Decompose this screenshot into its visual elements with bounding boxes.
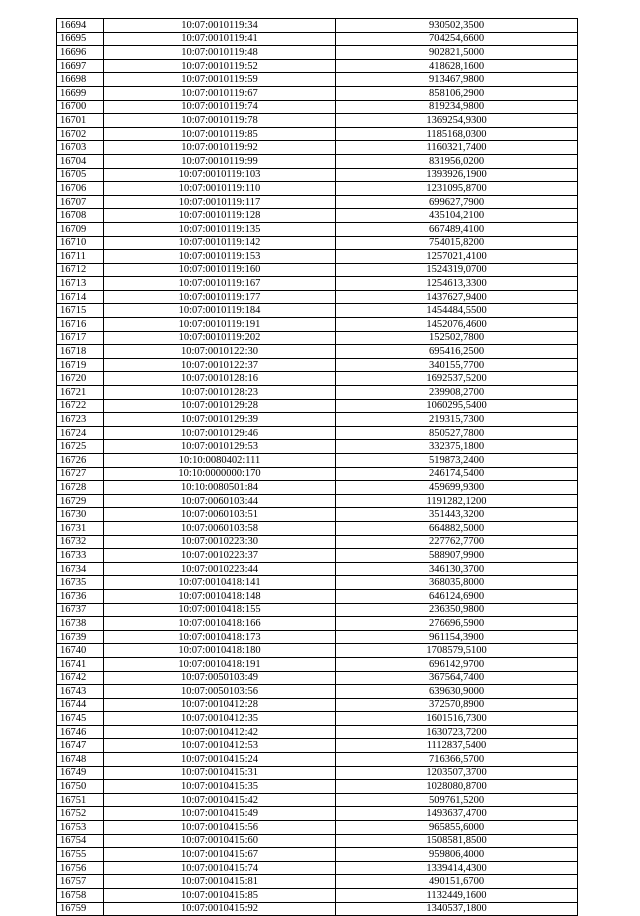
value-cell: 1231095,8700 xyxy=(336,182,578,196)
identifier-cell: 10:07:0060103:44 xyxy=(104,494,336,508)
identifier-cell: 10:07:0050103:56 xyxy=(104,685,336,699)
value-cell: 1493637,4700 xyxy=(336,807,578,821)
identifier-cell: 10:07:0010122:37 xyxy=(104,358,336,372)
value-cell: 1524319,0700 xyxy=(336,263,578,277)
value-cell: 332375,1800 xyxy=(336,440,578,454)
value-cell: 704254,6600 xyxy=(336,32,578,46)
row-number-cell: 16731 xyxy=(57,521,104,535)
row-number-cell: 16719 xyxy=(57,358,104,372)
table-row xyxy=(57,889,578,903)
table-row xyxy=(57,345,578,359)
value-cell: 902821,5000 xyxy=(336,46,578,60)
value-cell: 367564,7400 xyxy=(336,671,578,685)
table-row xyxy=(57,154,578,168)
table-row xyxy=(57,562,578,576)
table-row xyxy=(57,263,578,277)
identifier-cell: 10:10:0000000:170 xyxy=(104,467,336,481)
identifier-cell: 10:10:0080501:84 xyxy=(104,481,336,495)
identifier-cell: 10:07:0010119:67 xyxy=(104,86,336,100)
value-cell: 152502,7800 xyxy=(336,331,578,345)
value-cell: 340155,7700 xyxy=(336,358,578,372)
row-number-cell: 16745 xyxy=(57,712,104,726)
table-row xyxy=(57,413,578,427)
row-number-cell: 16722 xyxy=(57,399,104,413)
identifier-cell: 10:07:0010119:92 xyxy=(104,141,336,155)
identifier-cell: 10:10:0080402:111 xyxy=(104,454,336,468)
identifier-cell: 10:07:0010119:117 xyxy=(104,195,336,209)
table-row xyxy=(57,386,578,400)
value-cell: 1630723,7200 xyxy=(336,725,578,739)
value-cell: 1340537,1800 xyxy=(336,902,578,916)
row-number-cell: 16705 xyxy=(57,168,104,182)
row-number-cell: 16716 xyxy=(57,318,104,332)
identifier-cell: 10:07:0010415:42 xyxy=(104,793,336,807)
value-cell: 418628,1600 xyxy=(336,59,578,73)
identifier-cell: 10:07:0010418:173 xyxy=(104,630,336,644)
row-number-cell: 16725 xyxy=(57,440,104,454)
table-row xyxy=(57,73,578,87)
value-cell: 346130,3700 xyxy=(336,562,578,576)
row-number-cell: 16720 xyxy=(57,372,104,386)
row-number-cell: 16728 xyxy=(57,481,104,495)
identifier-cell: 10:07:0060103:51 xyxy=(104,508,336,522)
identifier-cell: 10:07:0010119:103 xyxy=(104,168,336,182)
value-cell: 1339414,4300 xyxy=(336,861,578,875)
table-row xyxy=(57,630,578,644)
table-row xyxy=(57,372,578,386)
table-row xyxy=(57,277,578,291)
value-cell: 1254613,3300 xyxy=(336,277,578,291)
table-row xyxy=(57,141,578,155)
identifier-cell: 10:07:0010119:167 xyxy=(104,277,336,291)
value-cell: 930502,3500 xyxy=(336,19,578,33)
identifier-cell: 10:07:0010418:191 xyxy=(104,657,336,671)
value-cell: 509761,5200 xyxy=(336,793,578,807)
value-cell: 699627,7900 xyxy=(336,195,578,209)
row-number-cell: 16742 xyxy=(57,671,104,685)
identifier-cell: 10:07:0010119:142 xyxy=(104,236,336,250)
value-cell: 490151,6700 xyxy=(336,875,578,889)
value-cell: 959806,4000 xyxy=(336,848,578,862)
value-cell: 965855,6000 xyxy=(336,821,578,835)
identifier-cell: 10:07:0010129:53 xyxy=(104,440,336,454)
row-number-cell: 16750 xyxy=(57,780,104,794)
row-number-cell: 16695 xyxy=(57,32,104,46)
table-row xyxy=(57,576,578,590)
row-number-cell: 16736 xyxy=(57,589,104,603)
table-row xyxy=(57,209,578,223)
identifier-cell: 10:07:0010412:35 xyxy=(104,712,336,726)
value-cell: 850527,7800 xyxy=(336,426,578,440)
row-number-cell: 16744 xyxy=(57,698,104,712)
table-row xyxy=(57,644,578,658)
table-row xyxy=(57,481,578,495)
table-row xyxy=(57,46,578,60)
value-cell: 1028080,8700 xyxy=(336,780,578,794)
table-row xyxy=(57,725,578,739)
table-row xyxy=(57,657,578,671)
value-cell: 276696,5900 xyxy=(336,617,578,631)
row-number-cell: 16723 xyxy=(57,413,104,427)
row-number-cell: 16727 xyxy=(57,467,104,481)
identifier-cell: 10:07:0010119:52 xyxy=(104,59,336,73)
identifier-cell: 10:07:0010415:56 xyxy=(104,821,336,835)
table-row xyxy=(57,698,578,712)
value-cell: 695416,2500 xyxy=(336,345,578,359)
identifier-cell: 10:07:0010223:30 xyxy=(104,535,336,549)
identifier-cell: 10:07:0010119:177 xyxy=(104,290,336,304)
row-number-cell: 16729 xyxy=(57,494,104,508)
identifier-cell: 10:07:0010119:41 xyxy=(104,32,336,46)
row-number-cell: 16707 xyxy=(57,195,104,209)
value-cell: 1132449,1600 xyxy=(336,889,578,903)
table-row xyxy=(57,236,578,250)
identifier-cell: 10:07:0060103:58 xyxy=(104,521,336,535)
value-cell: 351443,3200 xyxy=(336,508,578,522)
identifier-cell: 10:07:0010119:74 xyxy=(104,100,336,114)
table-row xyxy=(57,766,578,780)
row-number-cell: 16711 xyxy=(57,250,104,264)
value-cell: 664882,5000 xyxy=(336,521,578,535)
identifier-cell: 10:07:0010128:23 xyxy=(104,386,336,400)
table-row xyxy=(57,535,578,549)
identifier-cell: 10:07:0010119:191 xyxy=(104,318,336,332)
row-number-cell: 16753 xyxy=(57,821,104,835)
table-row xyxy=(57,549,578,563)
identifier-cell: 10:07:0010415:49 xyxy=(104,807,336,821)
value-cell: 1257021,4100 xyxy=(336,250,578,264)
identifier-cell: 10:07:0010122:30 xyxy=(104,345,336,359)
table-row xyxy=(57,494,578,508)
table-row xyxy=(57,821,578,835)
table-row xyxy=(57,807,578,821)
table-row xyxy=(57,848,578,862)
identifier-cell: 10:07:0010418:141 xyxy=(104,576,336,590)
value-cell: 831956,0200 xyxy=(336,154,578,168)
identifier-cell: 10:07:0010418:148 xyxy=(104,589,336,603)
value-cell: 1112837,5400 xyxy=(336,739,578,753)
row-number-cell: 16694 xyxy=(57,19,104,33)
value-cell: 519873,2400 xyxy=(336,454,578,468)
identifier-cell: 10:07:0010119:59 xyxy=(104,73,336,87)
row-number-cell: 16718 xyxy=(57,345,104,359)
value-cell: 1160321,7400 xyxy=(336,141,578,155)
row-number-cell: 16758 xyxy=(57,889,104,903)
value-cell: 1692537,5200 xyxy=(336,372,578,386)
data-table xyxy=(56,18,578,916)
row-number-cell: 16703 xyxy=(57,141,104,155)
row-number-cell: 16721 xyxy=(57,386,104,400)
value-cell: 1452076,4600 xyxy=(336,318,578,332)
identifier-cell: 10:07:0010119:160 xyxy=(104,263,336,277)
identifier-cell: 10:07:0010129:39 xyxy=(104,413,336,427)
row-number-cell: 16701 xyxy=(57,114,104,128)
row-number-cell: 16714 xyxy=(57,290,104,304)
table-row xyxy=(57,250,578,264)
row-number-cell: 16726 xyxy=(57,454,104,468)
identifier-cell: 10:07:0010223:37 xyxy=(104,549,336,563)
row-number-cell: 16699 xyxy=(57,86,104,100)
table-row xyxy=(57,454,578,468)
table-row xyxy=(57,32,578,46)
identifier-cell: 10:07:0010119:85 xyxy=(104,127,336,141)
table-row xyxy=(57,290,578,304)
identifier-cell: 10:07:0050103:49 xyxy=(104,671,336,685)
table-row xyxy=(57,399,578,413)
identifier-cell: 10:07:0010129:46 xyxy=(104,426,336,440)
table-row xyxy=(57,86,578,100)
row-number-cell: 16730 xyxy=(57,508,104,522)
row-number-cell: 16717 xyxy=(57,331,104,345)
row-number-cell: 16746 xyxy=(57,725,104,739)
identifier-cell: 10:07:0010119:34 xyxy=(104,19,336,33)
row-number-cell: 16752 xyxy=(57,807,104,821)
identifier-cell: 10:07:0010119:48 xyxy=(104,46,336,60)
value-cell: 219315,7300 xyxy=(336,413,578,427)
value-cell: 716366,5700 xyxy=(336,753,578,767)
table-row xyxy=(57,127,578,141)
identifier-cell: 10:07:0010119:128 xyxy=(104,209,336,223)
table-row xyxy=(57,753,578,767)
row-number-cell: 16709 xyxy=(57,222,104,236)
identifier-cell: 10:07:0010415:60 xyxy=(104,834,336,848)
value-cell: 239908,2700 xyxy=(336,386,578,400)
value-cell: 1393926,1900 xyxy=(336,168,578,182)
row-number-cell: 16755 xyxy=(57,848,104,862)
identifier-cell: 10:07:0010418:155 xyxy=(104,603,336,617)
table-row xyxy=(57,222,578,236)
value-cell: 754015,8200 xyxy=(336,236,578,250)
row-number-cell: 16733 xyxy=(57,549,104,563)
row-number-cell: 16732 xyxy=(57,535,104,549)
row-number-cell: 16724 xyxy=(57,426,104,440)
value-cell: 1454484,5500 xyxy=(336,304,578,318)
value-cell: 1508581,8500 xyxy=(336,834,578,848)
value-cell: 646124,6900 xyxy=(336,589,578,603)
row-number-cell: 16747 xyxy=(57,739,104,753)
row-number-cell: 16740 xyxy=(57,644,104,658)
row-number-cell: 16741 xyxy=(57,657,104,671)
identifier-cell: 10:07:0010119:110 xyxy=(104,182,336,196)
row-number-cell: 16710 xyxy=(57,236,104,250)
row-number-cell: 16698 xyxy=(57,73,104,87)
row-number-cell: 16749 xyxy=(57,766,104,780)
table-row xyxy=(57,671,578,685)
table-row xyxy=(57,712,578,726)
row-number-cell: 16712 xyxy=(57,263,104,277)
value-cell: 639630,9000 xyxy=(336,685,578,699)
row-number-cell: 16739 xyxy=(57,630,104,644)
value-cell: 858106,2900 xyxy=(336,86,578,100)
table-row xyxy=(57,875,578,889)
row-number-cell: 16706 xyxy=(57,182,104,196)
identifier-cell: 10:07:0010119:78 xyxy=(104,114,336,128)
identifier-cell: 10:07:0010418:166 xyxy=(104,617,336,631)
identifier-cell: 10:07:0010415:35 xyxy=(104,780,336,794)
value-cell: 1203507,3700 xyxy=(336,766,578,780)
table-row xyxy=(57,358,578,372)
identifier-cell: 10:07:0010119:202 xyxy=(104,331,336,345)
table-row xyxy=(57,902,578,916)
value-cell: 819234,9800 xyxy=(336,100,578,114)
value-cell: 236350,9800 xyxy=(336,603,578,617)
row-number-cell: 16700 xyxy=(57,100,104,114)
table-row xyxy=(57,426,578,440)
table-row xyxy=(57,195,578,209)
value-cell: 368035,8000 xyxy=(336,576,578,590)
row-number-cell: 16734 xyxy=(57,562,104,576)
table-row xyxy=(57,114,578,128)
table-row xyxy=(57,100,578,114)
row-number-cell: 16708 xyxy=(57,209,104,223)
table-row xyxy=(57,182,578,196)
value-cell: 1437627,9400 xyxy=(336,290,578,304)
identifier-cell: 10:07:0010415:81 xyxy=(104,875,336,889)
table-row xyxy=(57,780,578,794)
table-row xyxy=(57,59,578,73)
row-number-cell: 16754 xyxy=(57,834,104,848)
value-cell: 961154,3900 xyxy=(336,630,578,644)
table-row xyxy=(57,440,578,454)
table-row xyxy=(57,603,578,617)
row-number-cell: 16743 xyxy=(57,685,104,699)
value-cell: 913467,9800 xyxy=(336,73,578,87)
row-number-cell: 16702 xyxy=(57,127,104,141)
value-cell: 1708579,5100 xyxy=(336,644,578,658)
table-row xyxy=(57,331,578,345)
table-row xyxy=(57,861,578,875)
table-row xyxy=(57,318,578,332)
row-number-cell: 16759 xyxy=(57,902,104,916)
identifier-cell: 10:07:0010415:67 xyxy=(104,848,336,862)
row-number-cell: 16756 xyxy=(57,861,104,875)
identifier-cell: 10:07:0010415:92 xyxy=(104,902,336,916)
identifier-cell: 10:07:0010415:31 xyxy=(104,766,336,780)
table-row xyxy=(57,834,578,848)
identifier-cell: 10:07:0010119:153 xyxy=(104,250,336,264)
table-row xyxy=(57,521,578,535)
value-cell: 588907,9900 xyxy=(336,549,578,563)
identifier-cell: 10:07:0010418:180 xyxy=(104,644,336,658)
table-row xyxy=(57,304,578,318)
table-row xyxy=(57,793,578,807)
value-cell: 435104,2100 xyxy=(336,209,578,223)
identifier-cell: 10:07:0010412:28 xyxy=(104,698,336,712)
row-number-cell: 16738 xyxy=(57,617,104,631)
value-cell: 227762,7700 xyxy=(336,535,578,549)
table-row xyxy=(57,617,578,631)
value-cell: 246174,5400 xyxy=(336,467,578,481)
value-cell: 1191282,1200 xyxy=(336,494,578,508)
row-number-cell: 16757 xyxy=(57,875,104,889)
identifier-cell: 10:07:0010415:74 xyxy=(104,861,336,875)
row-number-cell: 16697 xyxy=(57,59,104,73)
identifier-cell: 10:07:0010412:53 xyxy=(104,739,336,753)
row-number-cell: 16696 xyxy=(57,46,104,60)
row-number-cell: 16715 xyxy=(57,304,104,318)
row-number-cell: 16704 xyxy=(57,154,104,168)
value-cell: 1185168,0300 xyxy=(336,127,578,141)
table-row xyxy=(57,589,578,603)
value-cell: 459699,9300 xyxy=(336,481,578,495)
table-body xyxy=(57,19,578,916)
row-number-cell: 16751 xyxy=(57,793,104,807)
row-number-cell: 16748 xyxy=(57,753,104,767)
identifier-cell: 10:07:0010223:44 xyxy=(104,562,336,576)
identifier-cell: 10:07:0010415:24 xyxy=(104,753,336,767)
row-number-cell: 16713 xyxy=(57,277,104,291)
row-number-cell: 16737 xyxy=(57,603,104,617)
value-cell: 1601516,7300 xyxy=(336,712,578,726)
table-row xyxy=(57,508,578,522)
identifier-cell: 10:07:0010119:99 xyxy=(104,154,336,168)
identifier-cell: 10:07:0010412:42 xyxy=(104,725,336,739)
value-cell: 696142,9700 xyxy=(336,657,578,671)
identifier-cell: 10:07:0010119:184 xyxy=(104,304,336,318)
value-cell: 1060295,5400 xyxy=(336,399,578,413)
identifier-cell: 10:07:0010129:28 xyxy=(104,399,336,413)
value-cell: 372570,8900 xyxy=(336,698,578,712)
table-row xyxy=(57,19,578,33)
value-cell: 667489,4100 xyxy=(336,222,578,236)
document-page xyxy=(56,18,577,916)
table-row xyxy=(57,467,578,481)
identifier-cell: 10:07:0010415:85 xyxy=(104,889,336,903)
identifier-cell: 10:07:0010119:135 xyxy=(104,222,336,236)
row-number-cell: 16735 xyxy=(57,576,104,590)
identifier-cell: 10:07:0010128:16 xyxy=(104,372,336,386)
value-cell: 1369254,9300 xyxy=(336,114,578,128)
table-row xyxy=(57,739,578,753)
table-row xyxy=(57,168,578,182)
table-row xyxy=(57,685,578,699)
